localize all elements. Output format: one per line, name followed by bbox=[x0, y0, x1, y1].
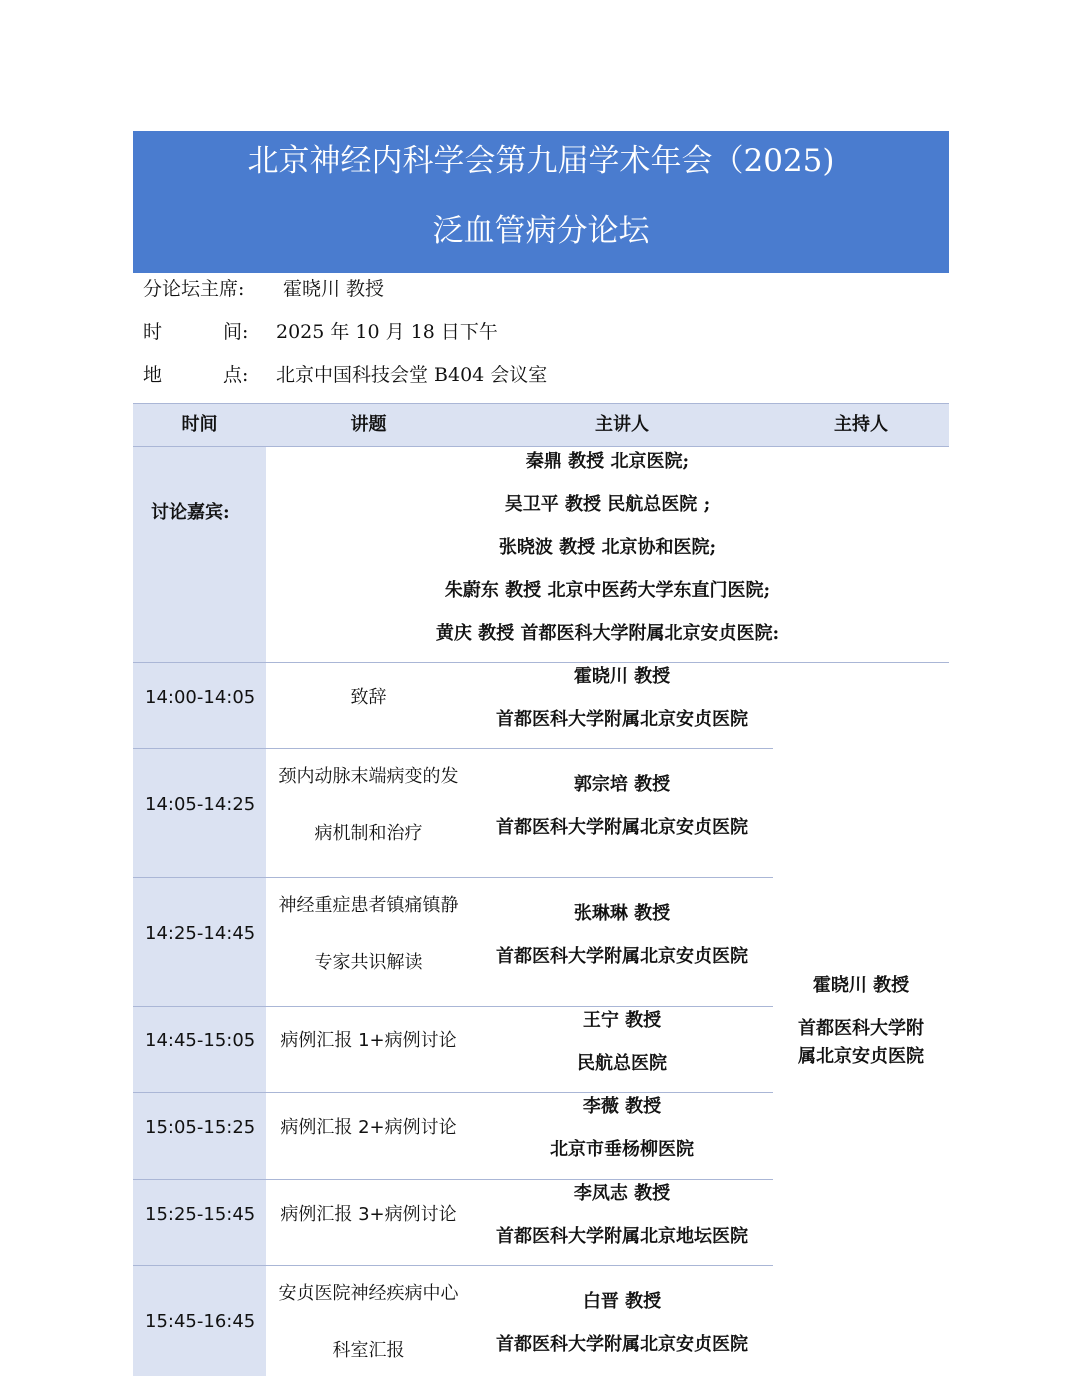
header-topic: 讲题 bbox=[350, 414, 387, 435]
row-org: 北京市垂杨柳医院 bbox=[550, 1139, 694, 1160]
row-divider bbox=[133, 1006, 773, 1007]
header-time: 时间 bbox=[181, 414, 218, 435]
guest-item: 黄庆 教授 首都医科大学附属北京安贞医院: bbox=[435, 623, 780, 644]
row-time: 15:45-16:45 bbox=[145, 1311, 256, 1332]
guests-label: 讨论嘉宾: bbox=[151, 502, 230, 523]
guest-item: 朱蔚东 教授 北京中医药大学东直门医院; bbox=[444, 580, 771, 601]
host-org-line: 首都医科大学附 bbox=[798, 1018, 924, 1039]
row-divider bbox=[133, 662, 949, 663]
time-column bbox=[133, 447, 266, 1376]
row-divider bbox=[133, 748, 773, 749]
time-label-2: 间: bbox=[223, 321, 249, 343]
row-speaker: 霍晓川 教授 bbox=[573, 666, 671, 687]
title-banner bbox=[133, 131, 949, 273]
guest-item: 秦鼎 教授 北京医院; bbox=[525, 451, 690, 472]
row-divider bbox=[133, 1092, 773, 1093]
row-topic: 致辞 bbox=[350, 687, 387, 708]
table-header bbox=[133, 403, 949, 447]
row-speaker: 张琳琳 教授 bbox=[573, 903, 671, 924]
header-host: 主持人 bbox=[834, 414, 888, 435]
row-speaker: 李薇 教授 bbox=[582, 1096, 662, 1117]
row-topic: 颈内动脉末端病变的发 bbox=[278, 766, 459, 787]
row-org: 首都医科大学附属北京安贞医院 bbox=[496, 946, 748, 967]
row-topic: 科室汇报 bbox=[332, 1340, 405, 1361]
row-time: 14:00-14:05 bbox=[145, 687, 256, 708]
row-divider bbox=[133, 877, 773, 878]
row-org: 首都医科大学附属北京安贞医院 bbox=[496, 817, 748, 838]
time-label-1: 时 bbox=[143, 321, 163, 343]
row-divider bbox=[133, 1265, 773, 1266]
row-topic: 病例汇报 1+病例讨论 bbox=[280, 1030, 457, 1051]
row-topic: 病机制和治疗 bbox=[314, 823, 423, 844]
row-topic: 专家共识解读 bbox=[314, 952, 423, 973]
row-org: 首都医科大学附属北京地坛医院 bbox=[496, 1226, 748, 1247]
row-topic: 病例汇报 2+病例讨论 bbox=[280, 1117, 457, 1138]
time-value: 2025 年 10 月 18 日下午 bbox=[276, 321, 498, 343]
page-subtitle: 泛血管病分论坛 bbox=[432, 213, 650, 249]
place-label-2: 点: bbox=[223, 364, 249, 386]
row-org: 民航总医院 bbox=[577, 1053, 667, 1074]
host-name: 霍晓川 教授 bbox=[812, 975, 910, 996]
guest-item: 吴卫平 教授 民航总医院 ; bbox=[504, 494, 711, 515]
place-label-1: 地 bbox=[143, 364, 163, 386]
row-org: 首都医科大学附属北京安贞医院 bbox=[496, 1334, 748, 1355]
row-time: 14:25-14:45 bbox=[145, 923, 256, 944]
row-time: 14:45-15:05 bbox=[145, 1030, 256, 1051]
row-topic: 病例汇报 3+病例讨论 bbox=[280, 1204, 457, 1225]
chair-value: 霍晓川 教授 bbox=[283, 278, 385, 300]
row-org: 首都医科大学附属北京安贞医院 bbox=[496, 709, 748, 730]
row-topic: 神经重症患者镇痛镇静 bbox=[278, 895, 459, 916]
chair-label: 分论坛主席: bbox=[143, 278, 245, 300]
guest-item: 张晓波 教授 北京协和医院; bbox=[498, 537, 717, 558]
row-speaker: 白晋 教授 bbox=[582, 1291, 662, 1312]
place-value: 北京中国科技会堂 B404 会议室 bbox=[276, 364, 548, 386]
row-speaker: 郭宗培 教授 bbox=[573, 774, 671, 795]
row-divider bbox=[133, 1179, 773, 1180]
row-time: 14:05-14:25 bbox=[145, 794, 256, 815]
header-speaker: 主讲人 bbox=[595, 414, 649, 435]
row-time: 15:05-15:25 bbox=[145, 1117, 256, 1138]
row-topic: 安贞医院神经疾病中心 bbox=[278, 1283, 459, 1304]
row-time: 15:25-15:45 bbox=[145, 1204, 256, 1225]
row-speaker: 王宁 教授 bbox=[582, 1010, 662, 1031]
host-org-line: 属北京安贞医院 bbox=[798, 1046, 924, 1067]
schedule-table bbox=[133, 403, 949, 1376]
row-speaker: 李凤志 教授 bbox=[573, 1183, 671, 1204]
page-title: 北京神经内科学会第九届学术年会（2025) bbox=[247, 143, 835, 179]
